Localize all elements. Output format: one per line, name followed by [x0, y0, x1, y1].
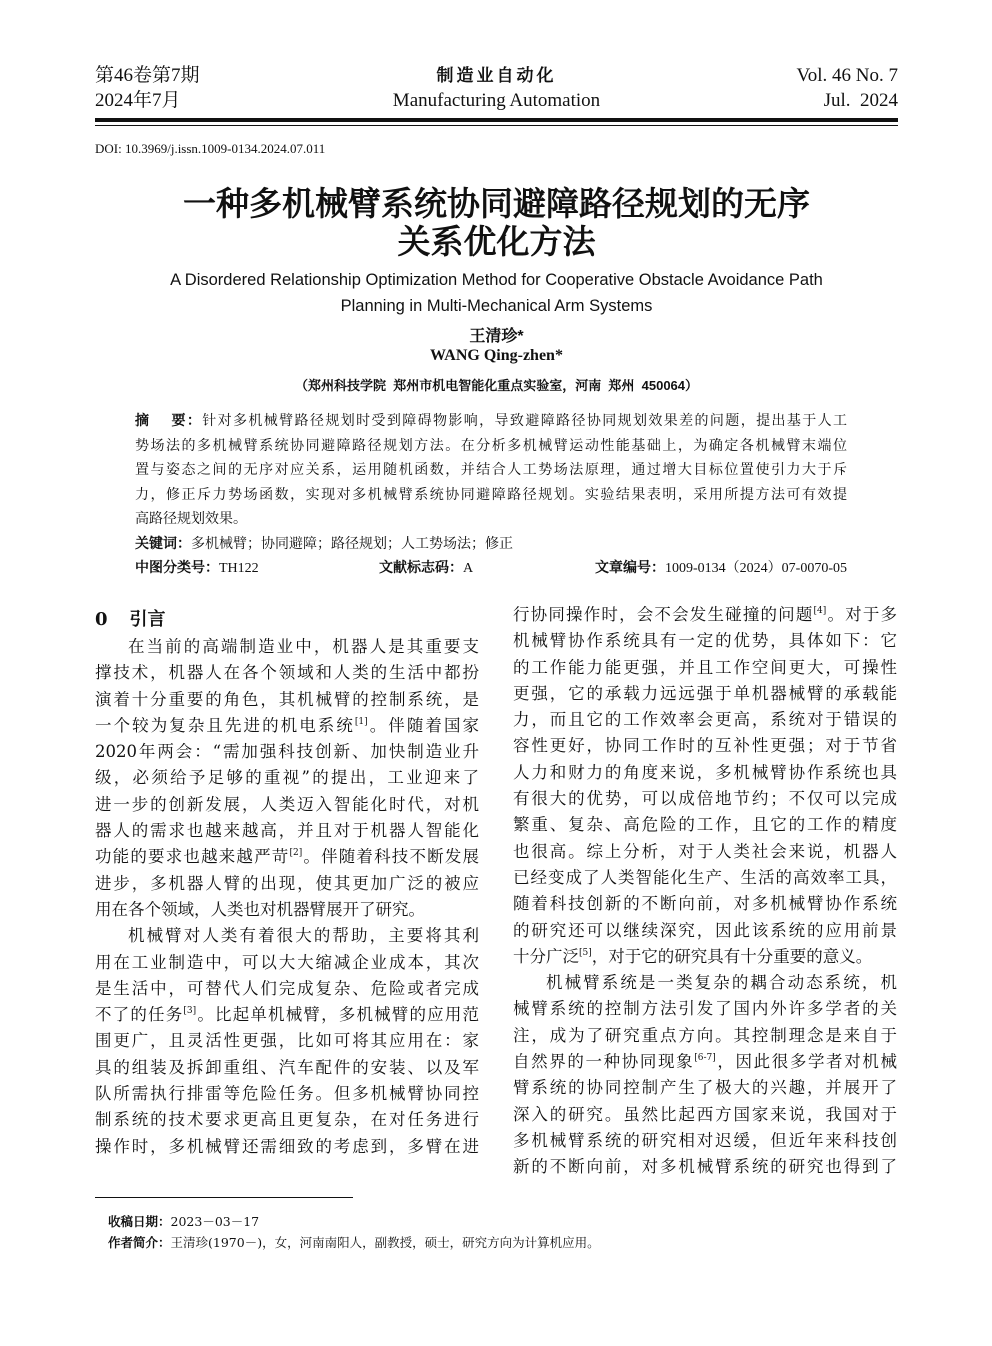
body-line: 械臂系统的控制方法引发了国内外许多学者的关 [513, 999, 897, 1019]
header-rule-thin [95, 125, 898, 126]
body-line: 注，成为了研究重点方向。其控制理念是来自于 [513, 1025, 897, 1045]
issue-cn: 第46卷第7期 [95, 65, 200, 86]
abstract-line: 势场法的多机械臂系统协同避障路径规划方法。在分析多机械臂运动性能基础上，为确定各机械臂末端位 [135, 436, 847, 453]
citation-ref[interactable]: [5] [579, 947, 592, 958]
body-line: 已经变成了人类智能化生产、生活的高效率工具， [513, 867, 897, 887]
keywords [135, 531, 847, 556]
section-title: 引言 [129, 609, 166, 630]
left-column [95, 634, 479, 1160]
body-line: 的工作能力能更强，并且工作空间更大，可操性 [513, 657, 897, 677]
body-line: 制系统的技术要求更高且更复杂，在对任务进行 [95, 1110, 479, 1130]
date-cn: 2024年7月 [95, 90, 181, 111]
citation-ref[interactable]: [6-7] [694, 1053, 716, 1064]
abstract-line: 摘 要：针对多机械臂路径规划时受到障碍物影响，导致避障路径协同规划效果差的问题，提出基于人工 [135, 412, 847, 428]
received-date [108, 1212, 259, 1230]
body-line: 不了的任务[3]。比起单机械臂，多机械臂的应用范 [95, 1005, 480, 1025]
citation-ref[interactable]: [3] [183, 1006, 197, 1017]
body-line: 多机械臂系统的研究相对迟缓，但近年来科技创 [513, 1130, 897, 1150]
keywords-label: 关键词： [135, 534, 191, 551]
body-line: 人力和财力的角度来说，多机械臂协作系统也具 [513, 762, 897, 782]
abstract-body [135, 408, 847, 531]
body-line: 进一步的创新发展，人类迈入智能化时代，对机 [95, 794, 479, 814]
title-cn-line1: 一种多机械臂系统协同避障路径规划的无序 [183, 184, 810, 223]
abstract-line: 置与姿态之间的无序对应关系，运用随机函数，并结合人工势场法原理，通过增大目标位置使引力大于斥 [135, 461, 847, 477]
body-line: 机械臂对人类有着很大的帮助，主要将其利 [128, 926, 479, 946]
body-line: 2020年两会：“需加强科技创新、加快制造业升 [95, 742, 479, 762]
journal-cn: 制造业自动化 [436, 66, 557, 85]
footnote-rule [95, 1197, 353, 1198]
body-line: 机械臂协作系统具有一定的优势，具体如下：它 [513, 631, 897, 651]
section-heading [95, 605, 166, 631]
body-line: 十分广泛[5]，对于它的研究具有十分重要的意义。 [513, 946, 873, 966]
volume-en: Vol. 46 No. 7 [796, 65, 898, 86]
date-en: Jul. 2024 [823, 90, 898, 111]
body-line: 深入的研究。虽然比起西方国家来说，我国对于 [513, 1104, 897, 1124]
body-line: 进步，多机器人臂的出现，使其更加广泛的被应 [95, 873, 479, 893]
right-column [513, 602, 897, 1181]
article-no-label: 文章编号： [595, 559, 665, 575]
affiliation: （郑州科技学院 郑州市机电智能化重点实验室，河南 郑州 450064） [294, 378, 699, 393]
body-line: 围更广，且灵活性更强，比如可将其应用在：家 [95, 1031, 479, 1051]
abstract-line: 力，修正斥力势场函数，实现对多机械臂系统协同避障路径规划。实验结果表明，采用所提方法可有效提 [135, 485, 847, 502]
body-line: 器人的需求也越来越高，并且对于机器人智能化 [95, 821, 479, 841]
keywords-text: 多机械臂；协同避障；路径规划；人工势场法；修正 [191, 534, 513, 551]
body-line: 的研究还可以继续深究，因此该系统的应用前景 [513, 920, 897, 940]
body-line: 行协同操作时，会不会发生碰撞的问题[4]。对于多 [513, 605, 898, 624]
classification-row [135, 555, 847, 579]
body-line: 撑技术，机器人在各个领域和人类的生活中都扮 [95, 663, 479, 683]
title-en-line1: A Disordered Relationship Optimization Method for Cooperative Obstacle Avoidance Path [170, 271, 823, 289]
header-rule-thick [95, 118, 898, 122]
received-value: 2023－03－17 [170, 1214, 260, 1229]
body-line: 容性更好，协同工作时的互补性更强；对于节省 [513, 736, 897, 756]
citation-ref[interactable]: [4] [813, 606, 827, 616]
author-cn: 王清珍* [469, 328, 524, 345]
title-en-line2: Planning in Multi-Mechanical Arm Systems [340, 297, 653, 315]
abstract-line: 高路径规划效果。 [135, 510, 247, 526]
citation-ref[interactable]: [1] [354, 716, 368, 727]
body-line: 用在各个领域，人类也对机器臂展开了研究。 [95, 899, 425, 919]
doc-code-label: 文献标志码： [379, 559, 463, 575]
clc-value: TH122 [219, 561, 259, 576]
citation-ref[interactable]: [2] [289, 848, 303, 859]
body-line: 机械臂系统是一类复杂的耦合动态系统，机 [546, 973, 897, 993]
body-line: 也很高。综上分析，对于人类社会来说，机器人 [513, 841, 897, 861]
title-cn-line2: 关系优化方法 [397, 222, 596, 261]
body-line: 新的不断向前，对多机械臂系统的研究也得到了 [513, 1157, 897, 1177]
body-line: 繁重、复杂、高危险的工作，且它的工作的精度 [513, 815, 897, 835]
author-en: WANG Qing-zhen* [430, 347, 563, 364]
body-line: 演着十分重要的角色，其机械臂的控制系统，是 [95, 689, 479, 709]
body-line: 具的组装及拆卸重组、汽车配件的安装、以及军 [95, 1057, 479, 1077]
body-line: 自然界的一种协同现象[6-7]，因此很多学者对机械 [513, 1052, 898, 1072]
body-line: 有很大的优势，可以成倍地节约；不仅可以完成 [513, 789, 897, 809]
body-line: 用在工业制造中，可以大大缩减企业成本，其次 [95, 952, 479, 972]
abstract [135, 408, 847, 579]
author-bio [108, 1233, 600, 1251]
body-line: 随着科技创新的不断向前，对多机械臂协作系统 [513, 894, 897, 914]
section-number: 0 [95, 609, 108, 630]
article-no-value: 1009-0134（2024）07-0070-05 [665, 561, 847, 576]
received-label: 收稿日期： [108, 1215, 171, 1229]
doc-code-value: A [463, 561, 474, 576]
abstract-label: 摘 要： [135, 412, 203, 428]
body-line: 臂系统的协同控制产生了极大的兴趣，并展开了 [513, 1078, 897, 1098]
body-line: 操作时，多机械臂还需细致的考虑到，多臂在进 [95, 1136, 479, 1156]
bio-value: 王清珍(1970－)，女，河南南阳人，副教授，硕士，研究方向为计算机应用。 [170, 1235, 600, 1250]
body-line: 功能的要求也越来越严苛[2]。伴随着科技不断发展 [95, 847, 480, 867]
body-line: 更强，它的承载力远远强于单机器械臂的承载能 [513, 683, 897, 703]
body-line: 是生活中，可替代人们完成复杂、危险或者完成 [95, 978, 479, 998]
body-line: 在当前的高端制造业中，机器人是其重要支 [128, 637, 479, 656]
doi: DOI: 10.3969/j.issn.1009-0134.2024.07.011 [95, 141, 326, 156]
body-line: 一个较为复杂且先进的机电系统[1]。伴随着国家 [95, 715, 479, 735]
journal-en: Manufacturing Automation [392, 90, 601, 111]
body-line: 级，必须给予足够的重视”的提出，工业迎来了 [95, 768, 479, 788]
body-line: 队所需执行排雷等危险任务。但多机械臂协同控 [95, 1084, 479, 1104]
clc-label: 中图分类号： [135, 559, 219, 575]
bio-label: 作者简介： [108, 1236, 171, 1250]
body-line: 力，而且它的工作效率会更高，系统对于错误的 [513, 710, 897, 730]
